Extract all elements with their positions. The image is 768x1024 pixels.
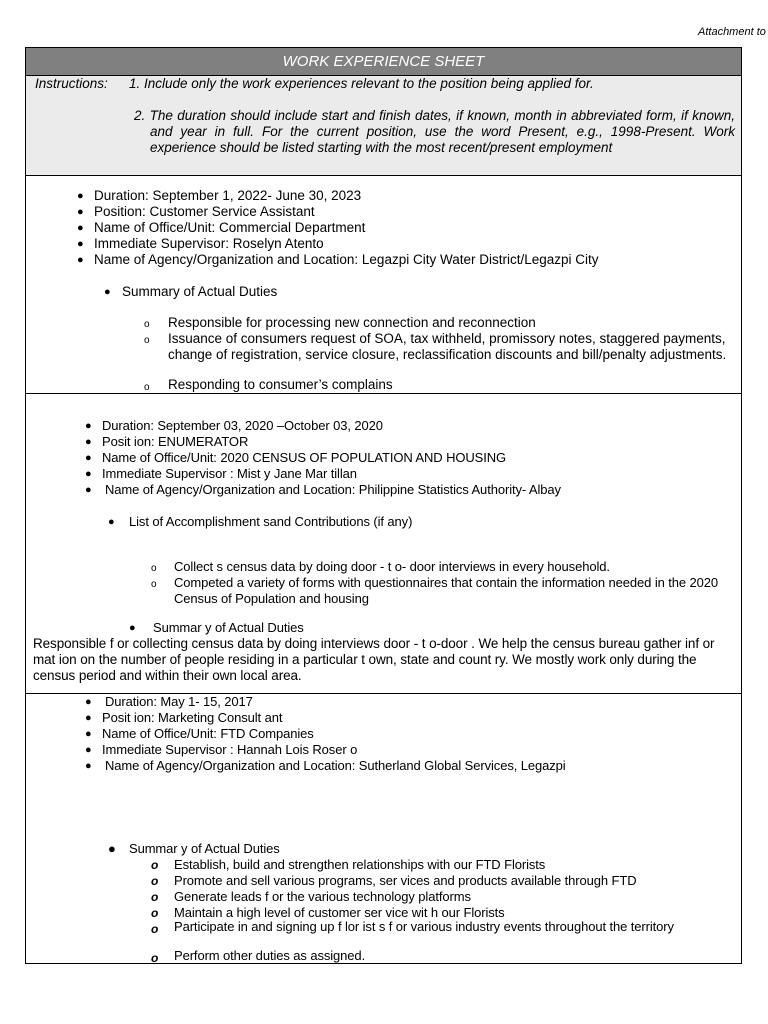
- instructions-label: Instructions:: [35, 76, 108, 91]
- immediate-supervisor: Immediate Supervisor: Roselyn Atento: [94, 236, 324, 251]
- duration: Duration: September 03, 2020 –October 03, 2020: [102, 418, 383, 433]
- bullet: ●: [85, 760, 92, 772]
- summary-heading: Summar y of Actual Duties: [153, 620, 304, 635]
- duty-item: Participate in and signing up f lor ist s f or various industry events throughout the territory: [174, 919, 674, 934]
- duty-item: Responding to consumer’s complains: [168, 377, 393, 392]
- position: Position: Customer Service Assistant: [94, 204, 315, 219]
- bullet: ●: [85, 452, 92, 464]
- duty-item: Perform other duties as assigned.: [174, 948, 366, 963]
- accomplishments-heading: List of Accomplishment sand Contributions (if any): [129, 514, 413, 529]
- bullet: ●: [85, 728, 92, 740]
- bullet: ●: [77, 222, 84, 234]
- sub-bullet: o: [144, 319, 150, 330]
- sub-bullet: o: [151, 951, 159, 965]
- bullet: ●: [85, 696, 92, 708]
- sub-bullet: o: [151, 579, 157, 590]
- bullet: ●: [108, 841, 116, 856]
- agency-location: Name of Agency/Organization and Location: Sutherland Global Services, Legazpi: [105, 758, 566, 773]
- attachment-note: Attachment to: [698, 26, 766, 38]
- office-unit: Name of Office/Unit: Commercial Department: [94, 220, 366, 235]
- duty-item: Maintain a high level of customer ser vice wit h our Florists: [174, 905, 505, 920]
- sub-bullet: o: [151, 874, 159, 888]
- experience-entry-2: [26, 394, 741, 694]
- bullet: ●: [129, 622, 136, 634]
- agency-location: Name of Agency/Organization and Location: Philippine Statistics Authority- Albay: [105, 482, 561, 497]
- sub-bullet: o: [144, 382, 150, 393]
- duty-item: Issuance of consumers request of SOA, tax withheld, promissory notes, staggered payments, change of registration, service closure, reclassification discounts and bill/penalty adjustments.: [168, 331, 727, 362]
- instruction-item-2: 2. The duration should include start and finish dates, if known, month in abbreviated form, if known, and year in full. For the current position, use the word Present, e.g., 1998-Present. Work experience should be listed starting with the most recent/present employment: [134, 108, 735, 155]
- office-unit: Name of Office/Unit: FTD Companies: [102, 726, 314, 741]
- bullet: ●: [77, 238, 84, 250]
- bullet: ●: [85, 468, 92, 480]
- duration: Duration: September 1, 2022- June 30, 2023: [94, 188, 362, 203]
- immediate-supervisor: Immediate Supervisor : Mist y Jane Mar tillan: [102, 466, 357, 481]
- accomplishment-item: Collect s census data by doing door - t o- door interviews in every household.: [174, 559, 610, 574]
- summary-heading: Summar y of Actual Duties: [129, 841, 280, 856]
- bullet: ●: [85, 484, 92, 496]
- bullet: ●: [85, 712, 92, 724]
- bullet: ●: [108, 516, 115, 528]
- sub-bullet: o: [151, 922, 159, 936]
- bullet: ●: [77, 190, 84, 202]
- summary-text: Responsible f or collecting census data by doing interviews door - t o-door . We help the census bureau gather inf or mat ion on the number of people residing in a particular t own, state and count ry. We mostly work only during the census period and within their own local area.: [33, 636, 715, 683]
- duty-item: Promote and sell various programs, ser vices and products available through FTD: [174, 873, 637, 888]
- sub-bullet: o: [151, 890, 159, 904]
- sub-bullet: o: [151, 563, 157, 574]
- bullet: ●: [85, 744, 92, 756]
- experience-entry-3: [26, 694, 741, 964]
- bullet: ●: [85, 436, 92, 448]
- duty-item: Establish, build and strengthen relationships with our FTD Florists: [174, 857, 546, 872]
- sub-bullet: o: [151, 858, 159, 872]
- sheet-title: WORK EXPERIENCE SHEET: [26, 48, 741, 76]
- bullet: ●: [77, 206, 84, 218]
- instruction-item-1: 1. Include only the work experiences relevant to the position being applied for.: [129, 76, 594, 91]
- experience-entry-1: [26, 176, 741, 394]
- office-unit: Name of Office/Unit: 2020 CENSUS OF POPULATION AND HOUSING: [102, 450, 507, 465]
- agency-location: Name of Agency/Organization and Location: Legazpi City Water District/Legazpi City: [94, 252, 599, 267]
- sub-bullet: o: [144, 335, 150, 346]
- immediate-supervisor: Immediate Supervisor : Hannah Lois Roser o: [102, 742, 358, 757]
- summary-heading: Summary of Actual Duties: [122, 284, 278, 299]
- position: Posit ion: Marketing Consult ant: [102, 710, 283, 725]
- bullet: ●: [77, 254, 84, 266]
- position: Posit ion: ENUMERATOR: [102, 434, 249, 449]
- bullet: ●: [104, 286, 111, 298]
- duty-item: Generate leads f or the various technology platforms: [174, 889, 471, 904]
- duty-item: Responsible for processing new connection and reconnection: [168, 315, 536, 330]
- sub-bullet: o: [151, 906, 159, 920]
- duration: Duration: May 1- 15, 2017: [105, 694, 253, 709]
- work-experience-sheet: [25, 47, 742, 964]
- accomplishment-item: Competed a variety of forms with questionnaires that contain the information needed in the 2020 Census of Population and housing: [174, 575, 719, 606]
- bullet: ●: [85, 420, 92, 432]
- instructions-block: [26, 76, 741, 176]
